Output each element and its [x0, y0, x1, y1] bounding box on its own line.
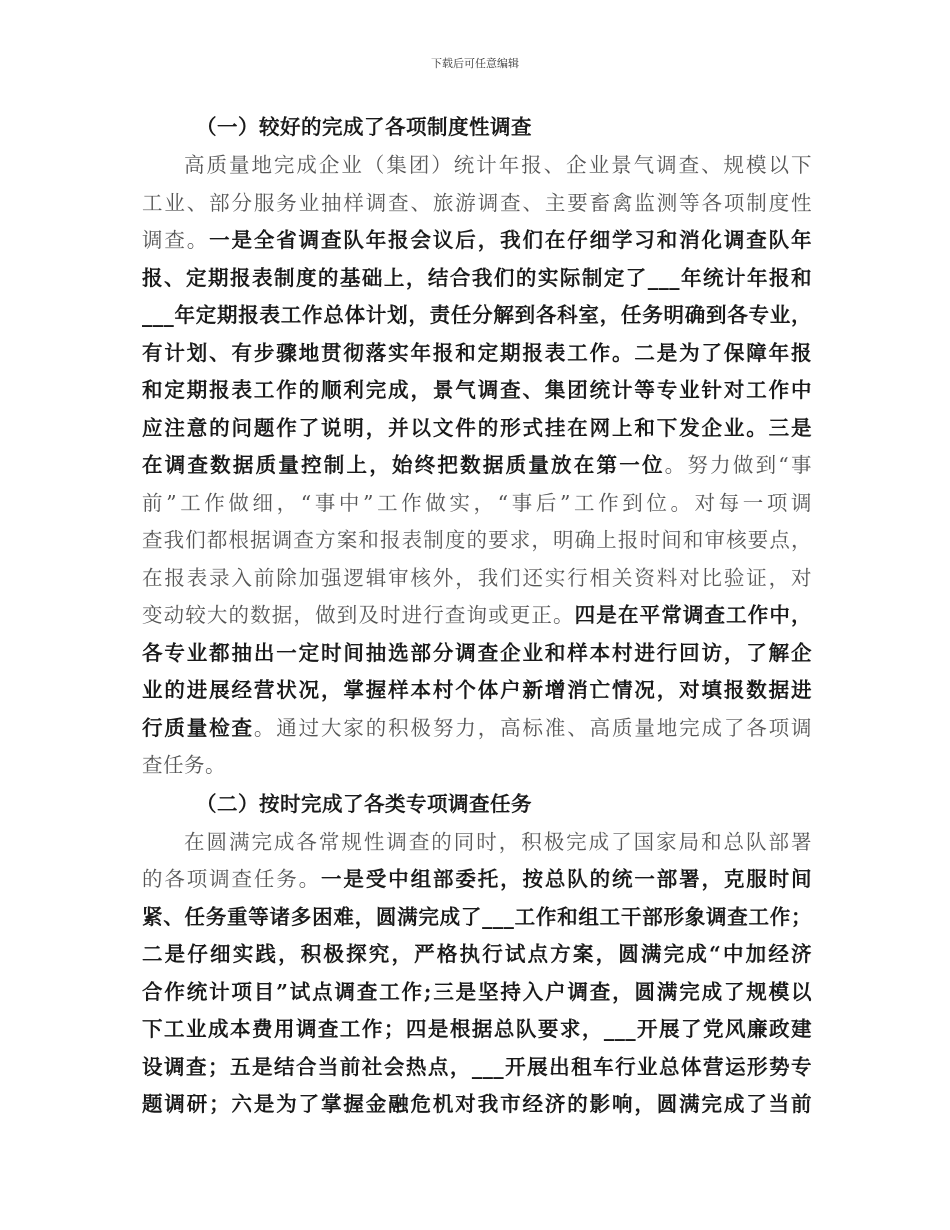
paragraph-line: 在报表录入前除加强逻辑审核外，我们还实行相关资料对比验证，对 [142, 565, 812, 590]
text-run: 在调查数据质量控制上，始终把数据质量放在第一位 [142, 453, 665, 477]
paragraph-line: 题调研；六是为了掌握金融危机对我市经济的影响，圆满完成了当前 [142, 1092, 812, 1116]
paragraph-line: 业的进展经营状况，掌握样本村个体户新增消亡情况，对填报数据进 [142, 678, 812, 702]
paragraph-line: 查任务。 [142, 753, 226, 777]
paragraph-line: 合作统计项目”试点调查工作;三是坚持入户调查，圆满完成了规模以 [142, 979, 812, 1004]
paragraph-line: 有计划、有步骤地贯彻落实年报和定期报表工作。二是为了保障年报 [142, 340, 812, 365]
paragraph-line: ___年定期报表工作总体计划，责任分解到各科室，任务明确到各专业， [142, 303, 812, 327]
paragraph-line [142, 710, 812, 748]
paragraph-line: 应注意的问题作了说明，并以文件的形式挂在网上和下发企业。三是 [142, 415, 812, 440]
section-heading-1: （一）较好的完成了各项制度性调查 [196, 115, 532, 139]
text-run: 。努力做到“事 [664, 453, 812, 477]
paragraph-line: 查我们都根据调查方案和报表制度的要求，明确上报时间和审核要点， [142, 528, 812, 552]
paragraph-line: 各专业都抽出一定时间抽选部分调查企业和样本村进行回访，了解企 [142, 640, 812, 665]
paragraph-line [142, 861, 812, 899]
paragraph-line [142, 447, 812, 485]
paragraph-line: 紧、任务重等诸多困难，圆满完成了___工作和组工干部形象调查工作； [142, 904, 812, 929]
text-run: 的各项调查任务。 [142, 867, 322, 891]
paragraph-line: 报、定期报表制度的基础上，结合我们的实际制定了___年统计年报和 [142, 265, 812, 290]
document-body [142, 108, 812, 1124]
paragraph-line [142, 597, 812, 635]
text-run: 四是在平常调查工作中， [574, 603, 813, 627]
page-header: 下载后可任意编辑 [431, 57, 519, 70]
text-run: 一是受中组部委托，按总队的统一部署，克服时间 [321, 867, 813, 891]
paragraph-line: 工业、部分服务业抽样调查、旅游调查、主要畜禽监测等各项制度性 [142, 190, 812, 215]
paragraph-line: 设调查；五是结合当前社会热点，___开展出租车行业总体营运形势专 [142, 1054, 812, 1079]
text-run: 变动较大的数据，做到及时进行查询或更正。 [142, 603, 575, 627]
paragraph-line: 前”工作做细，“事中”工作做实，“事后”工作到位。对每一项调 [142, 490, 812, 515]
text-run: 一是全省调查队年报会议后，我们在仔细学习和消化调查队年 [209, 228, 813, 252]
paragraph-line: 在圆满完成各常规性调查的同时，积极完成了国家局和总队部署 [184, 829, 812, 854]
text-run: 。通过大家的积极努力，高标准、高质量地完成了各项调 [253, 715, 813, 740]
section-heading-2: （二）按时完成了各类专项调查任务 [196, 791, 532, 816]
text-run: 调查。 [142, 228, 210, 252]
text-run: 行质量检查 [142, 715, 254, 740]
paragraph-line [142, 222, 812, 260]
paragraph-line: 高质量地完成企业（集团）统计年报、企业景气调查、规模以下 [184, 153, 812, 177]
paragraph-line: 下工业成本费用调查工作；四是根据总队要求，___开展了党风廉政建 [142, 1017, 812, 1041]
paragraph-line: 二是仔细实践，积极探究，严格执行试点方案，圆满完成“中加经济 [142, 942, 812, 966]
paragraph-line: 和定期报表工作的顺利完成，景气调查、集团统计等专业针对工作中 [142, 378, 812, 402]
